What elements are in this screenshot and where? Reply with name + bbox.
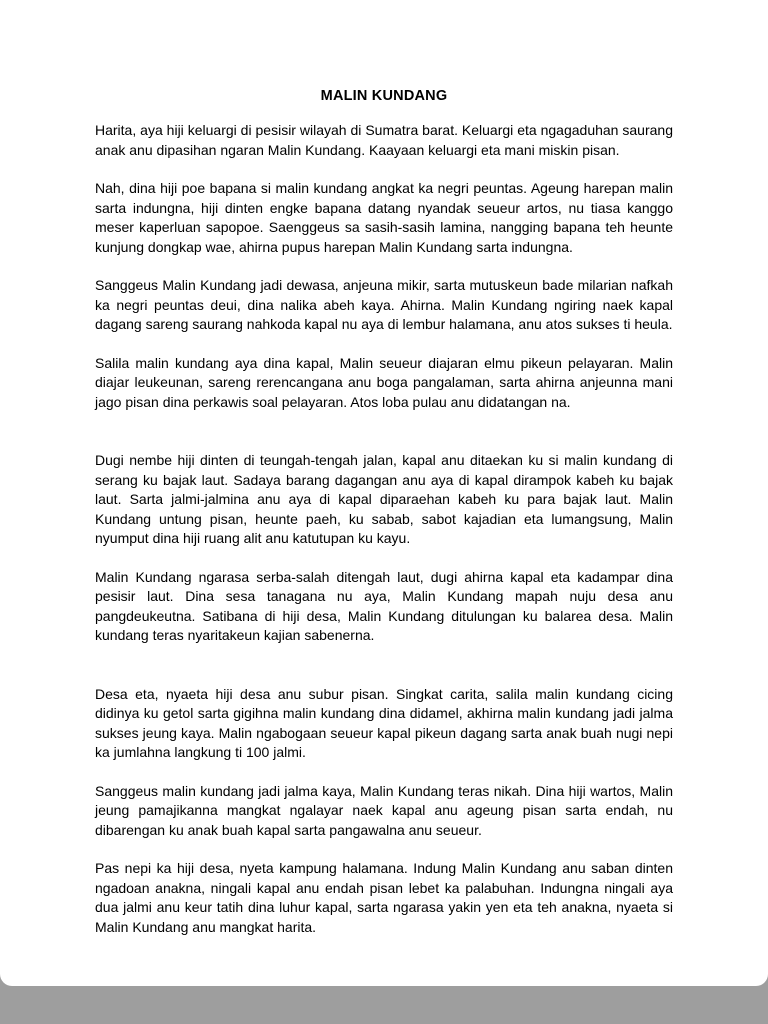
paragraph: Desa eta, nyaeta hiji desa anu subur pisan. Singkat carita, salila malin kundang cicing didinya ku getol sarta gigihna malin kundang dina didamel, akhirna malin kundang jadi jalma sukses jeung kaya. Malin ngabogaan seueur kapal pikeun dagang sarta anak buah nugi nepi ka jumlahna langkung ti 100 jalmi. bbox=[95, 685, 673, 760]
paragraph: Pas nepi ka hiji desa, nyeta kampung halamana. Indung Malin Kundang anu saban dinten ngadoan anakna, ningali kapal anu endah pisan lebet ka palabuhan. Indungna ningali aya dua jalmi anu keur tatih dina luhur kapal, sarta ngarasa yakin yen eta teh anakna, nyaeta si Malin Kundang anu mangkat harita. bbox=[95, 860, 673, 935]
paragraph: Sanggeus malin kundang jadi jalma kaya, Malin Kundang teras nikah. Dina hiji wartos, Malin jeung pamajikanna mangkat ngalayar naek kapal anu ageung pisan sarta endah, nu dibarengan ku anak buah kapal sarta pangawalna anu seueur. bbox=[95, 782, 673, 838]
paragraph: Sanggeus Malin Kundang jadi dewasa, anjeuna mikir, sarta mutuskeun bade milarian nafkah ka negri peuntas deui, dina nalika abeh kaya. Ahirna. Malin Kundang ngiring naek kapal dagang sareng saurang nahkoda kapal nu aya di lembur halamana, anu atos sukses ti heula. bbox=[95, 277, 673, 332]
paragraph: Nah, dina hiji poe bapana si malin kundang angkat ka negri peuntas. Ageung harepan malin sarta indungna, hiji dinten engke bapana datang nyandak seueur artos, nu tiasa kanggo meser kaperluan sapopoe. Saenggeus sa sasih-sasih lamina, nangging bapana teh heunte kunjung dongkap wae, ahirna pupus harepan Malin Kundang sarta indungna. bbox=[95, 180, 673, 255]
paragraph: Salila malin kundang aya dina kapal, Malin seueur diajaran elmu pikeun pelayaran. Malin diajar leukeunan, sareng rerencangana anu boga pangalaman, sarta ahirna anjeunna mani jago pisan dina perkawis soal pelayaran. Atos loba pulau anu didatangan na. bbox=[95, 354, 673, 410]
paragraph: Harita, aya hiji keluargi di pesisir wilayah di Sumatra barat. Keluargi eta ngagaduhan saurang anak anu dipasihan ngaran Malin Kundang. Kaayaan keluargi eta mani miskin pisan. bbox=[95, 122, 673, 158]
paragraph: Malin Kundang ngarasa serba-salah ditengah laut, dugi ahirna kapal eta kadampar dina pesisir laut. Dina sesa tanagana nu aya, Malin Kundang mapah nuju desa anu pangdeukeutna. Satibana di hiji desa, Malin Kundang ditulungan ku balarea desa. Malin kundang teras nyaritakeun kajian sabenerna. bbox=[95, 568, 673, 643]
document-title: MALIN KUNDANG bbox=[320, 88, 448, 104]
paragraph: Dugi nembe hiji dinten di teungah-tengah jalan, kapal anu ditaekan ku si malin kundang di serang ku bajak laut. Sadaya barang dagangan anu aya di kapal dirampok kabeh ku bajak laut. Sarta jalmi-jalmina anu aya di kapal diparaehan kabeh ku para bajak laut. Malin Kundang untung pisan, heunte paeh, ku sabab, sabot kajadian eta lumangsung, Malin nyumput dina hiji ruang alit anu katutupan ku kayu. bbox=[95, 452, 673, 546]
